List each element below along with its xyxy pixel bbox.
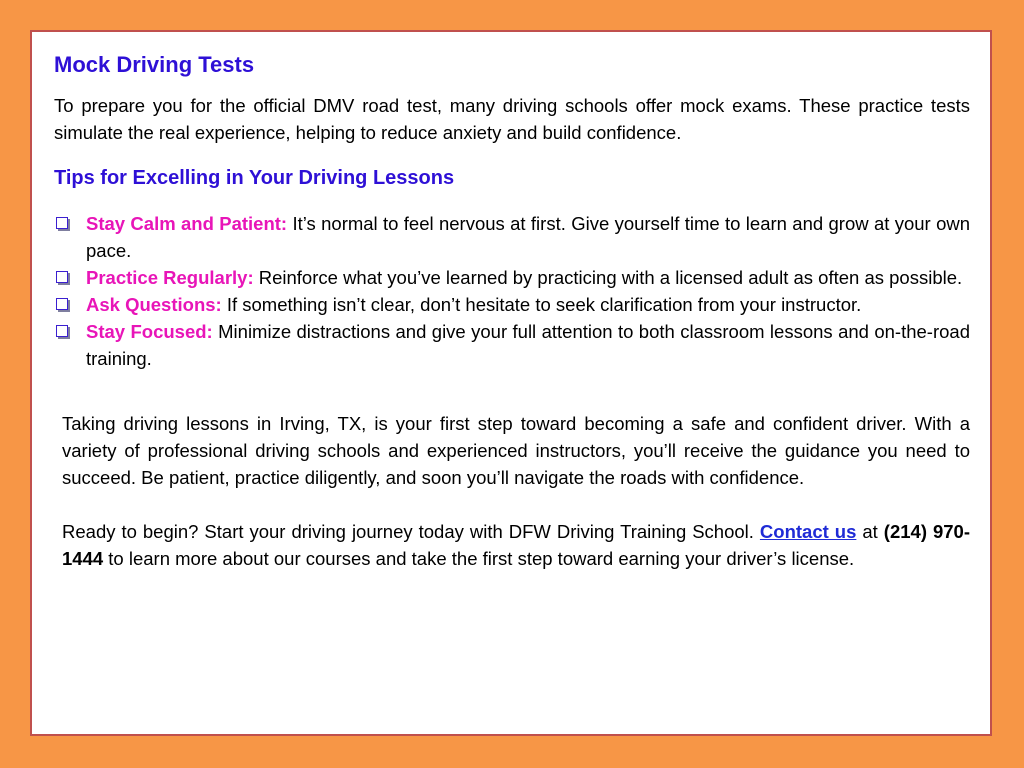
phone-number: (214) 970-1444 [62, 521, 971, 569]
slide-panel [30, 30, 992, 736]
tip-label: Practice Regularly: [86, 267, 254, 288]
tip-item [54, 210, 970, 264]
tip-label: Ask Questions: [86, 294, 222, 315]
tips-heading: Tips for Excelling in Your Driving Lessons [54, 167, 455, 189]
checkbox-bullet-icon [56, 217, 68, 229]
tip-text: It’s normal to feel nervous at first. Give yourself time to learn and grow at your own pace. [86, 213, 971, 261]
cta-text-start: Ready to begin? Start your driving journey today with DFW Driving Training School. [62, 521, 760, 542]
tip-text: If something isn’t clear, don’t hesitate to seek clarification from your instructor. [221, 294, 862, 315]
tip-text: Minimize distractions and give your full attention to both classroom lessons and on-the-road training. [86, 321, 970, 369]
tips-list [54, 210, 970, 372]
closing-paragraph: Taking driving lessons in Irving, TX, is your first step toward becoming a safe and confident driver. With a variety of professional driving schools and experienced instructors, you’ll receive the guidance you need to succeed. Be patient, practice diligently, and soon you’ll navigate the roads with confidence. [62, 413, 970, 488]
tip-item [54, 264, 970, 291]
tip-label: Stay Calm and Patient: [86, 213, 288, 234]
closing-section [54, 410, 970, 572]
contact-us-link[interactable]: Contact us [759, 521, 857, 542]
cta-text-end: to learn more about our courses and take the first step toward earning your driver’s license. [103, 548, 855, 569]
call-to-action-paragraph [62, 518, 970, 572]
mock-tests-paragraph: To prepare you for the official DMV road test, many driving schools offer mock exams. These practice tests simulate the real experience, helping to reduce anxiety and build confidence. [54, 95, 970, 143]
tip-label: Stay Focused: [86, 321, 213, 342]
checkbox-bullet-icon [56, 325, 68, 337]
mock-tests-heading: Mock Driving Tests [54, 52, 255, 77]
checkbox-bullet-icon [56, 298, 68, 310]
tip-item [54, 291, 970, 318]
checkbox-bullet-icon [56, 271, 68, 283]
tip-item [54, 318, 970, 372]
tip-text: Reinforce what you’ve learned by practicing with a licensed adult as often as possible. [253, 267, 963, 288]
slide-content [54, 50, 970, 572]
cta-text-middle: at [856, 521, 884, 542]
